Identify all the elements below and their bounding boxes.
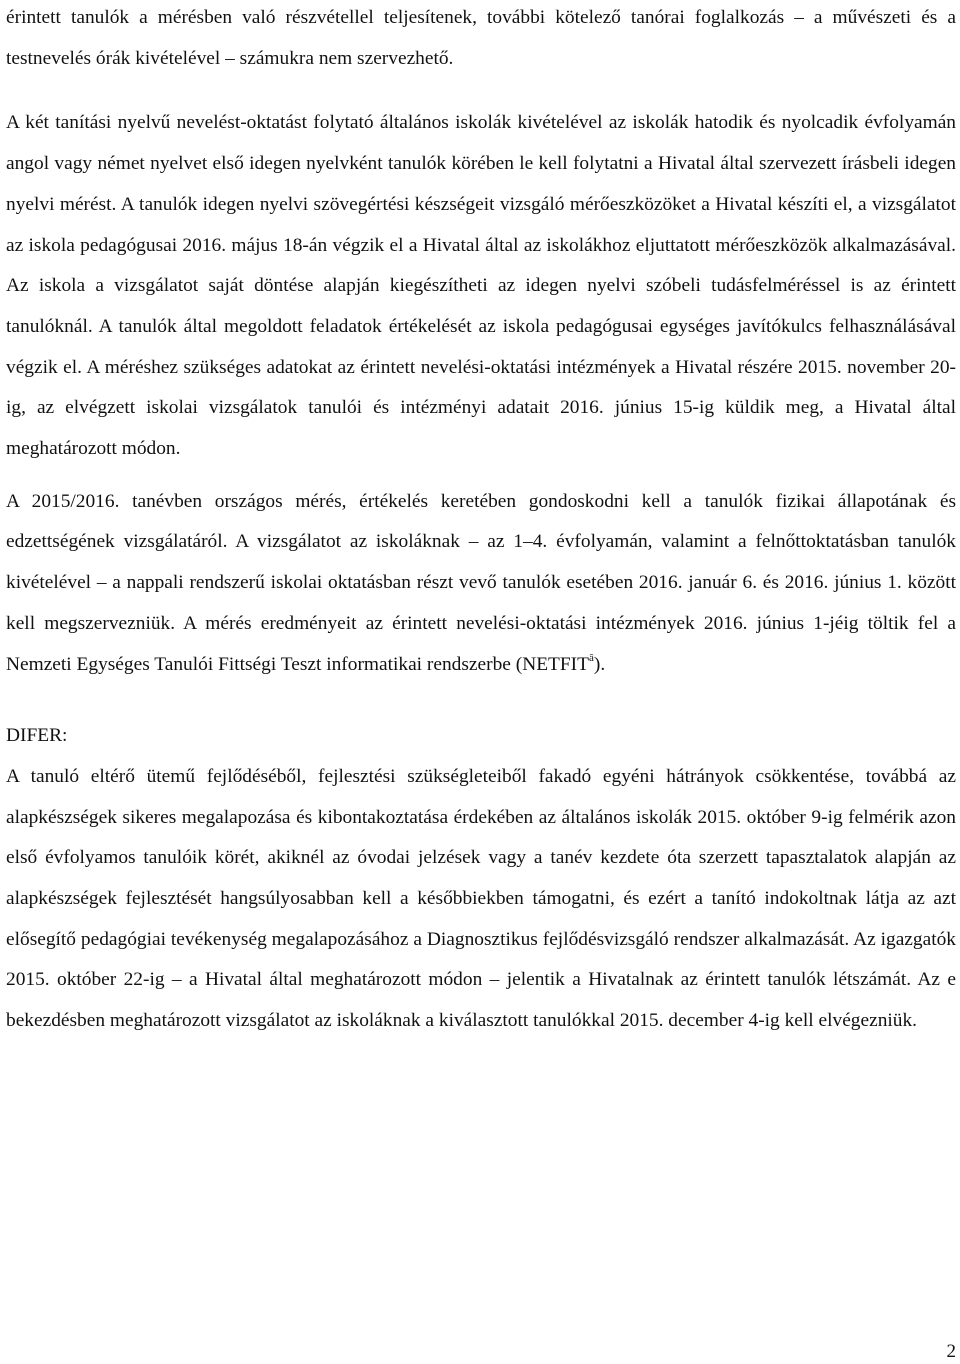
netfit-superscript: â	[588, 651, 594, 664]
page-number: 2	[946, 1341, 956, 1362]
document-page	[6, 0, 956, 1042]
paragraph-exemption-note: érintett tanulók a mérésben való részvétellel teljesítenek, további kötelező tanórai foglalkozás – a művészeti és a testnevelés órák kivételével – számukra nem szervezhető.	[6, 7, 956, 69]
paragraph-netfit-assessment	[6, 482, 956, 686]
difer-heading: DIFER:	[6, 725, 68, 747]
paragraph-difer-assessment: A tanuló eltérő ütemű fejlődéséből, fejlesztési szükségleteiből fakadó egyéni hátrányok csökkentése, továbbá az alapkészségek sikeres megalapozása és kibontakoztatása érdekében az általános iskolák 2015. október 9-ig felmérik azon első évfolyamos tanulóik körét, akiknél az óvodai jelzések vagy a tanév kezdete óta szerzett tapasztalatok alapján az alapkészségek fejlesztését hangsúlyosabban kell a későbbiekben támogatni, és ezért a tanító indokoltnak látja az azt elősegítő pedagógiai tevékenység megalapozásához a Diagnosztikus fejlődésvizsgáló rendszer alkalmazását. Az igazgatók 2015. október 22-ig – a Hivatal által meghatározott módon – jelentik a Hivatalnak az érintett tanulók létszámát. Az e bekezdésben meghatározott vizsgálatot az iskoláknak a kiválasztott tanulókkal 2015. december 4-ig kell elvégezniük.	[6, 765, 956, 1032]
netfit-text-end: ).	[593, 653, 606, 675]
netfit-text: A 2015/2016. tanévben országos mérés, értékelés keretében gondoskodni kell a tanulók fizikai állapotának és edzettségének vizsgálatáról. A vizsgálatot az iskoláknak – az 1–4. évfolyamán, valamint a felnőttoktatásban tanulók kivételével – a nappali rendszerű iskolai oktatásban részt vevő tanulók esetében 2016. január 6. és 2016. június 1. között kell megszervezniük. A mérés eredményeit az érintett nevelési-oktatási intézmények 2016. június 1-jéig töltik fel a Nemzeti Egységes Tanulói Fittségi Teszt informatikai rendszerbe (NETFIT	[6, 490, 956, 675]
paragraph-foreign-language-assessment: A két tanítási nyelvű nevelést-oktatást folytató általános iskolák kivételével az iskolák hatodik és nyolcadik évfolyamán angol vagy német nyelvet első idegen nyelvként tanulók körében le kell folytatni a Hivatal által szervezett írásbeli idegen nyelvi mérést. A tanulók idegen nyelvi szövegértési készségeit vizsgáló mérőeszközöket a Hivatal készíti el, a vizsgálatot az iskola pedagógusai 2016. május 18-án végzik el a Hivatal által az iskolákhoz eljuttatott mérőeszközök alkalmazásával. Az iskola a vizsgálatot saját döntése alapján kiegészítheti az idegen nyelvi szóbeli tudásfelméréssel is az érintett tanulóknál. A tanulók által megoldott feladatok értékelését az iskola pedagógusai egységes javítókulcs felhasználásával végzik el. A méréshez szükséges adatokat az érintett nevelési-oktatási intézmények a Hivatal részére 2015. november 20-ig, az elvégzett iskolai vizsgálatok tanulói és intézményi adatait 2016. június 15-ig küldik meg, a Hivatal által meghatározott módon.	[6, 112, 956, 460]
